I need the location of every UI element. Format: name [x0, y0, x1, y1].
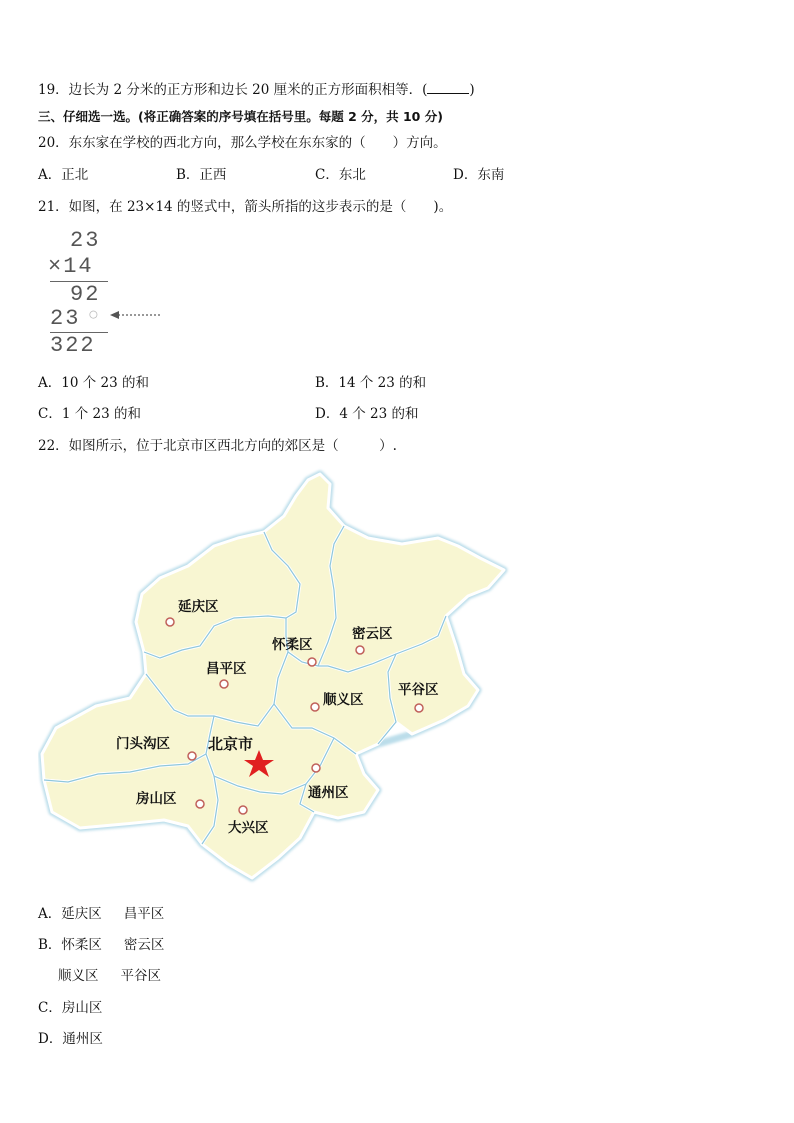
q21-option-d[interactable]: D．4 个 23 的和: [315, 406, 419, 422]
vertical-multiplication: [48, 228, 168, 358]
changping-marker: [220, 680, 228, 688]
q20-option-c[interactable]: C．东北: [315, 167, 366, 183]
section-heading: 三、仔细选一选。(将正确答案的序号填在括号里。每题 2 分，共 10 分): [38, 109, 443, 124]
label-fangshan: 房山区: [136, 791, 177, 807]
q21-option-a[interactable]: A．10 个 23 的和: [38, 375, 149, 391]
label-mentougou: 门头沟区: [116, 736, 170, 752]
arrow-left-icon: [110, 308, 162, 322]
q22-option-b2-label: 顺义区: [58, 968, 99, 984]
q22-option-b2-extra: 平谷区: [120, 968, 161, 984]
label-tongzhou: 通州区: [308, 785, 349, 801]
pinggu-marker: [415, 704, 423, 712]
label-yanqing: 延庆区: [178, 599, 219, 615]
tongzhou-marker: [312, 764, 320, 772]
huairou-marker: [308, 658, 316, 666]
q20-option-d[interactable]: D．东南: [453, 167, 505, 183]
question-20-text: 20．东东家在学校的西北方向，那么学校在东东家的（ ）方向。: [38, 135, 447, 151]
shunyi-marker: [311, 703, 319, 711]
label-changping: 昌平区: [206, 661, 247, 677]
daxing-marker: [239, 806, 247, 814]
q22-option-b-label: B．怀柔区: [38, 937, 102, 953]
calc-row-multiplicand: 23: [70, 228, 101, 253]
question-21-text: 21．如图，在 23×14 的竖式中，箭头所指的这步表示的是（ )。: [38, 199, 453, 215]
label-miyun: 密云区: [352, 626, 393, 642]
placeholder-circle: ○: [88, 306, 101, 326]
calc-row-multiplier: ×14: [48, 254, 94, 279]
mentougou-marker: [188, 752, 196, 760]
miyun-marker: [356, 646, 364, 654]
label-beijing-city: 北京市: [208, 735, 254, 753]
label-shunyi: 顺义区: [323, 692, 364, 708]
label-daxing: 大兴区: [228, 820, 269, 836]
calc-row-result: 322: [50, 333, 96, 358]
calc-row-partial-2: 23: [50, 306, 81, 331]
q22-option-b-extra: 密云区: [123, 937, 165, 953]
yanqing-marker: [166, 618, 174, 626]
q22-option-a-extra: 昌平区: [123, 906, 165, 922]
q21-option-c[interactable]: C．1 个 23 的和: [38, 406, 141, 422]
q20-option-a[interactable]: A．正北: [38, 167, 89, 183]
question-22-text: 22．如图所示，位于北京市区西北方向的郊区是（ ）.: [38, 438, 397, 454]
beijing-map: [38, 466, 518, 891]
label-huairou: 怀柔区: [272, 637, 313, 653]
question-19-close: ): [469, 82, 475, 98]
q22-option-d[interactable]: D．通州区: [38, 1031, 103, 1047]
label-pinggu: 平谷区: [398, 682, 439, 698]
q22-option-a-label: A．延庆区: [38, 906, 102, 922]
q22-option-a[interactable]: [38, 905, 164, 923]
answer-blank[interactable]: [427, 81, 469, 94]
q22-option-b[interactable]: [38, 936, 164, 954]
question-19-text: 19．边长为 2 分米的正方形和边长 20 厘米的正方形面积相等．(: [38, 82, 428, 98]
q22-option-b-continued[interactable]: [58, 967, 161, 985]
q20-option-b[interactable]: B．正西: [176, 167, 227, 183]
q22-option-c[interactable]: C．房山区: [38, 1000, 103, 1016]
question-19: [38, 81, 475, 99]
q21-option-b[interactable]: B．14 个 23 的和: [315, 375, 427, 391]
calc-row-partial-1: 92: [70, 282, 101, 307]
fangshan-marker: [196, 800, 204, 808]
